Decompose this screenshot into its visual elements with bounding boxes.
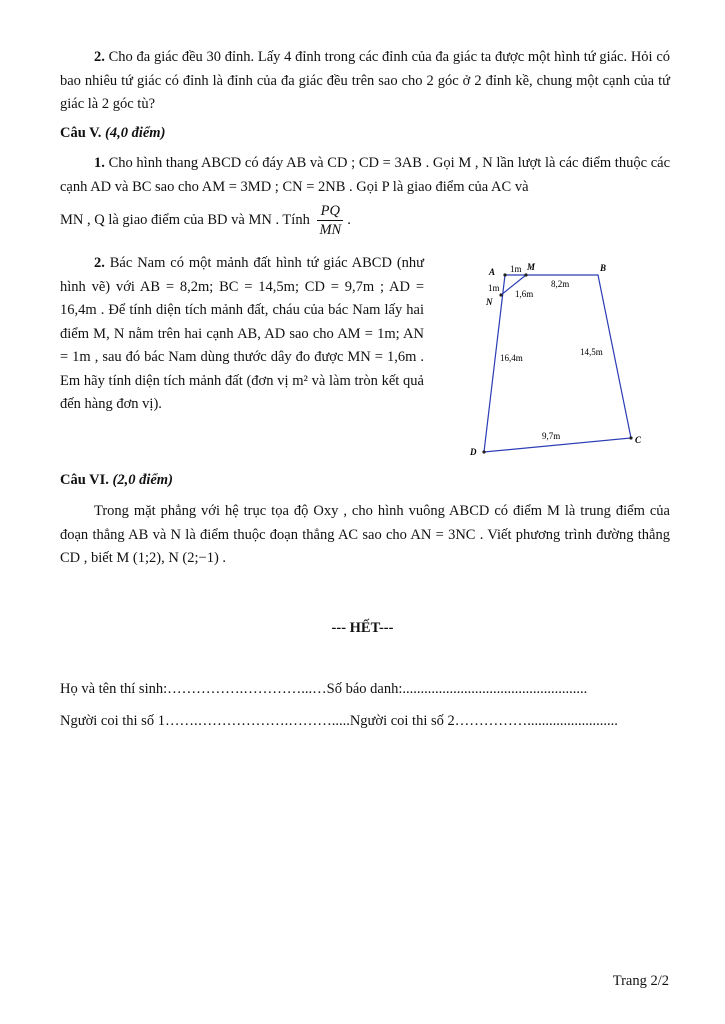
page-footer: Trang 2/2 xyxy=(612,973,669,989)
candidate-info-line: Họ và tên thí sinh:…………….…………...…Số báo danh:................................................... xyxy=(60,681,588,697)
problem-v-2 xyxy=(60,252,424,417)
problem-vi xyxy=(60,500,670,571)
problem-number: 2. xyxy=(94,255,105,271)
land-plot-figure xyxy=(460,255,660,465)
fraction xyxy=(317,202,343,239)
length-bc: 14,5m xyxy=(580,347,603,357)
label-a: A xyxy=(489,267,496,277)
point-c xyxy=(629,436,632,439)
end-mark: --- HẾT--- xyxy=(331,620,394,636)
problem-v-1 xyxy=(60,152,670,199)
problem-v-1-cont xyxy=(60,202,670,239)
sentence-end: . xyxy=(347,211,351,228)
point-d xyxy=(482,450,485,453)
length-am: 1m xyxy=(510,264,522,274)
section-v-heading xyxy=(60,122,670,146)
section-points: (2,0 điểm) xyxy=(112,472,173,488)
label-b: B xyxy=(600,263,607,273)
problem-text: Cho hình thang ABCD có đáy AB và CD ; CD = 3AB . Gọi M , N lần lượt là các điểm thuộc các cạnh AD và BC sao cho AM = 3MD ; CN = 2NB . Gọi P là giao điểm của AC và xyxy=(60,155,671,195)
problem-number: 2. xyxy=(94,49,105,65)
length-mn: 1,6m xyxy=(515,289,534,299)
length-cd: 9,7m xyxy=(542,431,561,441)
problem-text: Cho đa giác đều 30 đỉnh. Lấy 4 đỉnh trong các đỉnh của đa giác ta được một hình tứ giác. Hỏi có bao nhiêu tứ giác có đỉnh là đỉnh của đa giác đều trên sao cho 2 góc ở 2 đỉnh kề, chung một cạnh của tứ giác là 2 góc tù? xyxy=(60,49,671,112)
problem-text-cont: MN , Q là giao điểm của BD và MN . Tính xyxy=(60,211,310,228)
section-title: Câu VI. xyxy=(60,472,109,488)
section-vi-heading xyxy=(60,469,670,493)
point-n xyxy=(499,293,502,296)
length-ad: 16,4m xyxy=(500,353,523,363)
section-title: Câu V. xyxy=(60,125,102,141)
point-m xyxy=(524,273,527,276)
length-an: 1m xyxy=(488,283,500,293)
section-points: (4,0 điểm) xyxy=(105,125,166,141)
label-d: D xyxy=(470,447,477,457)
problem-text: Bác Nam có một mảnh đất hình tứ giác ABCD (như hình vẽ) với AB = 8,2m; BC = 14,5m; CD = 9,7m ; AD = 16,4m . Để tính diện tích mảnh đất, cháu của bác Nam lấy hai điểm M, N nằm trên hai cạnh AB, AD sao cho AM = 1m; AN = 1m , sau đó bác Nam dùng thước dây đo được MN = 1,6m . Em hãy tính diện tích mảnh đất (đơn vị m² và làm tròn kết quả đến hàng đơn vị). xyxy=(60,255,425,412)
problem-iv-2 xyxy=(60,46,670,117)
label-c: C xyxy=(635,435,642,445)
quadrilateral-abcd xyxy=(484,275,631,452)
proctor-info-line: Người coi thi số 1…….……………….……….....Người coi thi số 2……………......................... xyxy=(60,713,618,729)
fraction-numerator: PQ xyxy=(317,202,343,221)
label-n: N xyxy=(486,297,493,307)
problem-text: Trong mặt phẳng với hệ trục tọa độ Oxy , cho hình vuông ABCD có điểm M là trung điểm của đoạn thẳng AB và N là điểm thuộc đoạn thẳng AC sao cho AN = 3NC . Viết phương trình đường thẳng CD , biết M (1;2), N (2;−1) . xyxy=(60,503,670,566)
fraction-denominator: MN xyxy=(319,222,342,238)
point-a xyxy=(503,273,506,276)
length-mb: 8,2m xyxy=(551,279,570,289)
label-m: M xyxy=(527,262,536,272)
problem-number: 1. xyxy=(94,155,105,171)
